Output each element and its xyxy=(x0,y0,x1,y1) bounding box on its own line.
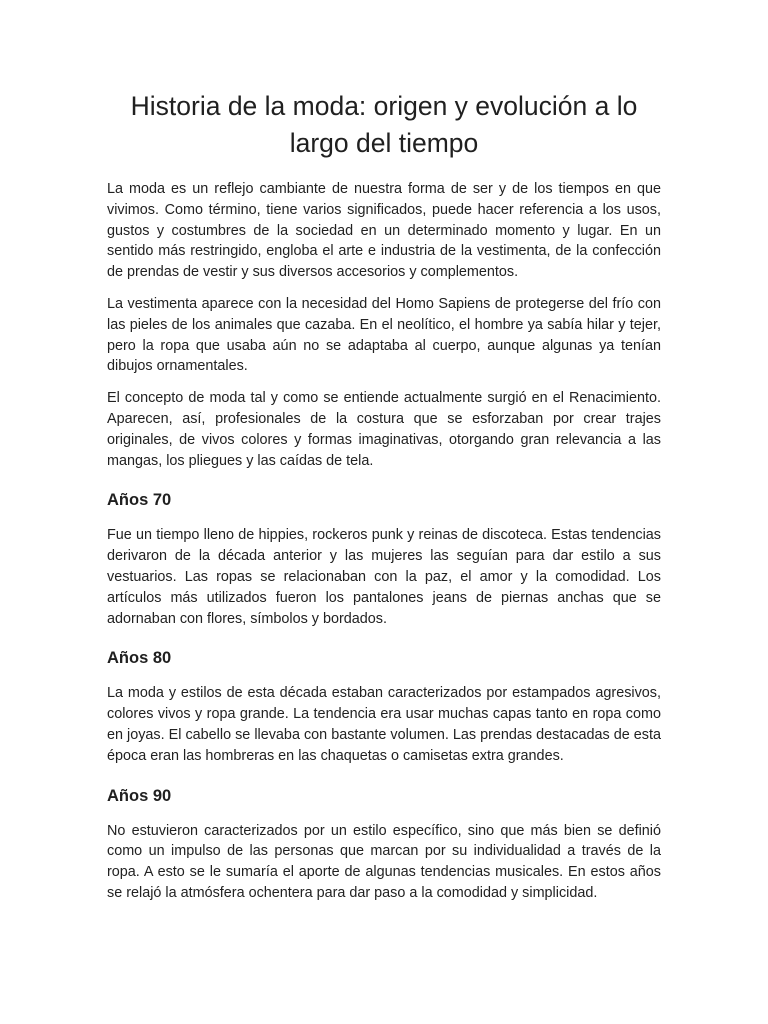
document-title: Historia de la moda: origen y evolución a lo largo del tiempo xyxy=(130,91,638,158)
section-paragraph-70s: Fue un tiempo lleno de hippies, rockeros punk y reinas de discoteca. Estas tendencias derivaron de la década anterior y las mujeres las seguían para dar estilo a sus vestuarios. Las ropas se relacionaban con la paz, el amor y la comodidad. Los artículos más utilizados fueron los pantalones jeans de piernas anchas que se adornaban con flores, símbolos y bordados. xyxy=(107,527,661,627)
section-paragraph-90s: No estuvieron caracterizados por un estilo específico, sino que más bien se definió como un impulso de las personas que marcan por su individualidad a través de la ropa. A esto se le sumaría el aporte de algunas tendencias musicales. En estos años se relajó la atmósfera ochentera para dar paso a la comodidad y simplicidad. xyxy=(107,822,661,901)
intro-paragraph-1: La moda es un reflejo cambiante de nuestra forma de ser y de los tiempos en que vivimos. Como término, tiene varios significados, puede hacer referencia a los usos, gustos y costumbres de la sociedad en un determinado momento y lugar. En un sentido más restringido, engloba el arte e industria de la vestimenta, de la confección de prendas de vestir y sus diversos accesorios y complementos. xyxy=(107,181,661,281)
intro-paragraph-3: El concepto de moda tal y como se entiende actualmente surgió en el Renacimiento. Aparecen, así, profesionales de la costura que se esforzaban por crear trajes originales, de vivos colores y formas imaginativas, otorgando gran relevancia a las mangas, los pliegues y las caídas de tela. xyxy=(107,390,661,469)
section-paragraph-80s: La moda y estilos de esta década estaban caracterizados por estampados agresivos, colores vivos y ropa grande. La tendencia era usar muchas capas tanto en ropa como en joyas. El cabello se llevaba con bastante volumen. Las prendas destacadas de esta época eran las hombreras en las chaquetas o camisetas extra grandes. xyxy=(107,685,661,764)
document-page xyxy=(107,88,661,915)
intro-paragraph-2: La vestimenta aparece con la necesidad del Homo Sapiens de protegerse del frío con las pieles de los animales que cazaba. En el neolítico, el hombre ya sabía hilar y tejer, pero la ropa que usaba aún no se adaptaba al cuerpo, aunque algunas ya tenían dibujos ornamentales. xyxy=(107,295,661,375)
section-heading-80s: Años 80 xyxy=(107,649,172,668)
section-heading-70s: Años 70 xyxy=(107,491,172,510)
section-heading-90s: Años 90 xyxy=(107,786,172,805)
